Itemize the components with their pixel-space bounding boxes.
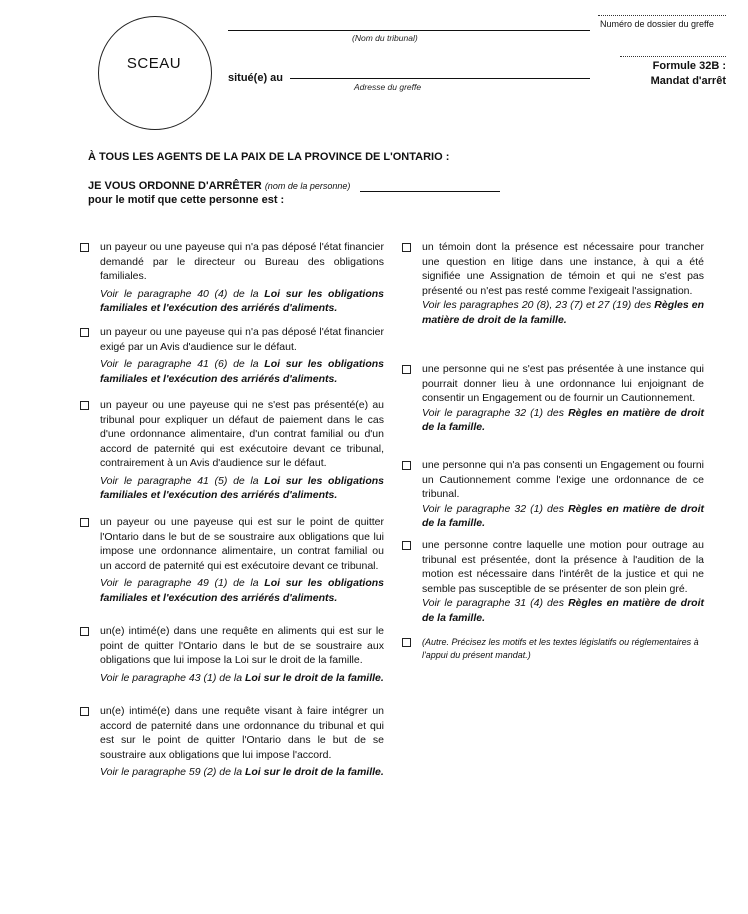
reference-law: Loi sur les obligations familiales et l'exécution des arriérés d'aliments. (100, 577, 384, 604)
form-number: Formule 32B : (652, 60, 726, 72)
reason-checkbox[interactable] (402, 365, 411, 374)
reason-text: pour le motif que cette personne est : (88, 194, 285, 206)
person-name-hint: (nom de la personne) (264, 181, 351, 191)
reason-text-block (100, 624, 384, 685)
reference-law: Loi sur le droit de la famille. (244, 671, 384, 684)
reason-text-block (422, 240, 704, 327)
reason-text-block (422, 458, 704, 531)
reason-text: un payeur ou une payeuse qui ne s'est pas présenté(e) au tribunal pour expliquer un défaut de paiement dans le cas d'une ordonnance alimentaire, d'un contrat familial ou d'un accord de paternité qui est exécutoire devant ce tribunal, contrairement à un Avis d'audience sur le défaut. (100, 399, 384, 469)
other-checkbox[interactable] (402, 638, 411, 647)
seal-label: SCEAU (126, 55, 182, 72)
reason-reference (100, 671, 384, 686)
warrant-reason-item (402, 240, 704, 327)
reason-text: un(e) intimé(e) dans une requête visant à faire intégrer un accord de paternité dans une ordonnance du tribunal et qui est sur le point de quitter l'Ontario dans le but de se soustraire aux obligations que lui impose l'accord. (100, 705, 384, 761)
form-dotted-line (620, 56, 726, 57)
address-line[interactable] (290, 78, 590, 79)
other-note: (Autre. Précisez les motifs et les textes législatifs ou réglementaires à l'appui du présent mandat.) (422, 637, 699, 660)
reason-reference (100, 765, 384, 780)
reason-text: une personne contre laquelle une motion pour outrage au tribunal est présentée, dont la présence à l'audition de la motion est nécessaire dans l'intérêt de la justice et qui ne semble pas susceptible de se présenter de son plein gré. (422, 539, 704, 595)
reference-prefix: Voir le paragraphe 59 (2) de la (100, 766, 245, 778)
reason-checkbox[interactable] (80, 328, 89, 337)
address-label: Adresse du greffe (354, 82, 422, 92)
reason-text-block (422, 362, 704, 435)
reason-reference (422, 502, 704, 531)
reason-checkbox[interactable] (402, 461, 411, 470)
reason-checkbox[interactable] (402, 541, 411, 550)
reason-text: une personne qui n'a pas consenti un Engagement ou fourni un Cautionnement comme l'exige une ordonnance de ce tribunal. (422, 459, 704, 500)
reason-checkbox[interactable] (80, 243, 89, 252)
reason-text: un témoin dont la présence est nécessaire pour trancher une question en litige dans une instance, à qui a été signifiée une Assignation de témoin et qui ne s'est pas présenté ou n'est pas resté comme l'exigeait l'assignation. (422, 241, 704, 297)
order-text: JE VOUS ORDONNE D'ARRÊTER (88, 180, 262, 192)
reason-checkbox[interactable] (80, 707, 89, 716)
reason-text-block (100, 515, 384, 605)
reference-prefix: Voir le paragraphe 32 (1) des (422, 406, 569, 419)
reason-text: une personne qui ne s'est pas présentée à une instance qui pourrait donner lieu à une ordonnance lui enjoignant de consentir un Engagement ou de fournir un Cautionnement. (422, 363, 704, 404)
warrant-reason-item (80, 325, 384, 386)
reason-text: un payeur ou une payeuse qui n'a pas déposé l'état financier demandé par le directeur ou Bureau des obligations familiales. (100, 241, 384, 282)
warrant-reason-item (80, 240, 384, 316)
reason-checkbox[interactable] (80, 627, 89, 636)
reference-law: Loi sur le droit de la famille. (244, 766, 384, 778)
reference-prefix: Voir le paragraphe 41 (5) de la (100, 474, 265, 487)
reason-text-block (100, 398, 384, 503)
reason-checkbox[interactable] (402, 243, 411, 252)
reference-prefix: Voir le paragraphe 43 (1) de la (100, 671, 245, 684)
warrant-reason-item (80, 398, 384, 503)
reference-prefix: Voir le paragraphe 41 (6) de la (100, 358, 265, 370)
reason-text: un(e) intimé(e) dans une requête en aliments qui est sur le point de quitter l'Ontario dans le but de se soustraire aux obligations que lui impose la Loi sur le droit de la famille. (100, 625, 384, 666)
reference-law: Loi sur les obligations familiales et l'exécution des arriérés d'aliments. (100, 287, 384, 314)
reason-text: un payeur ou une payeuse qui est sur le point de quitter l'Ontario dans le but de se soustraire aux obligations que lui impose une ordonnance alimentaire, un contrat familial ou un accord de paternité qui est exécutoire devant ce tribunal. (100, 516, 384, 572)
reason-text-block (100, 240, 384, 316)
reference-prefix: Voir le paragraphe 31 (4) des (422, 597, 569, 609)
warrant-reason-item (402, 538, 704, 625)
file-number-line[interactable] (598, 15, 726, 16)
warrant-reason-item (80, 624, 384, 685)
warrant-reason-item (402, 458, 704, 531)
reason-reference (422, 596, 704, 625)
reason-checkbox[interactable] (80, 518, 89, 527)
form-title: Mandat d'arrêt (650, 75, 726, 87)
to-all-peace-officers: À TOUS LES AGENTS DE LA PAIX DE LA PROVINCE DE L'ONTARIO : (88, 151, 450, 163)
reason-reference (100, 576, 384, 605)
reason-text-block (422, 538, 704, 625)
file-number-label: Numéro de dossier du greffe (600, 19, 714, 29)
other-reason-item (402, 636, 704, 662)
located-at-label: situé(e) au (228, 72, 284, 84)
reference-law: Règles en matière de droit de la famille. (422, 597, 704, 624)
seal-circle (98, 16, 212, 130)
reason-reference (100, 357, 384, 386)
reference-prefix: Voir les paragraphes 20 (8), 23 (7) et 27 (19) des (422, 299, 655, 311)
reference-prefix: Voir le paragraphe 49 (1) de la (100, 577, 265, 589)
order-line (88, 179, 350, 193)
court-name-label: (Nom du tribunal) (352, 33, 418, 43)
reason-text-block (100, 325, 384, 386)
reason-checkbox[interactable] (80, 401, 89, 410)
reason-text: un payeur ou une payeuse qui n'a pas déposé l'état financier exigé par un Avis d'audience sur le défaut. (100, 326, 384, 353)
reference-law: Règles en matière de droit de la famille. (422, 406, 704, 433)
reason-text-block (100, 704, 384, 780)
reference-law: Règles en matière de droit de la famille. (422, 299, 705, 326)
reference-law: Loi sur les obligations familiales et l'exécution des arriérés d'aliments. (100, 358, 384, 385)
reason-reference (422, 406, 704, 435)
reference-prefix: Voir le paragraphe 40 (4) de la (100, 287, 265, 300)
reason-reference (100, 287, 384, 316)
reference-law: Loi sur les obligations familiales et l'exécution des arriérés d'aliments. (100, 474, 384, 501)
reference-prefix: Voir le paragraphe 32 (1) des (422, 502, 569, 515)
warrant-reason-item (402, 362, 704, 435)
reason-reference (422, 298, 704, 327)
person-name-line[interactable] (360, 191, 500, 192)
reference-law: Règles en matière de droit de la famille. (422, 502, 704, 529)
warrant-reason-item (80, 515, 384, 605)
warrant-reason-item (80, 704, 384, 780)
reason-reference (100, 474, 384, 503)
court-name-line[interactable] (228, 30, 590, 31)
